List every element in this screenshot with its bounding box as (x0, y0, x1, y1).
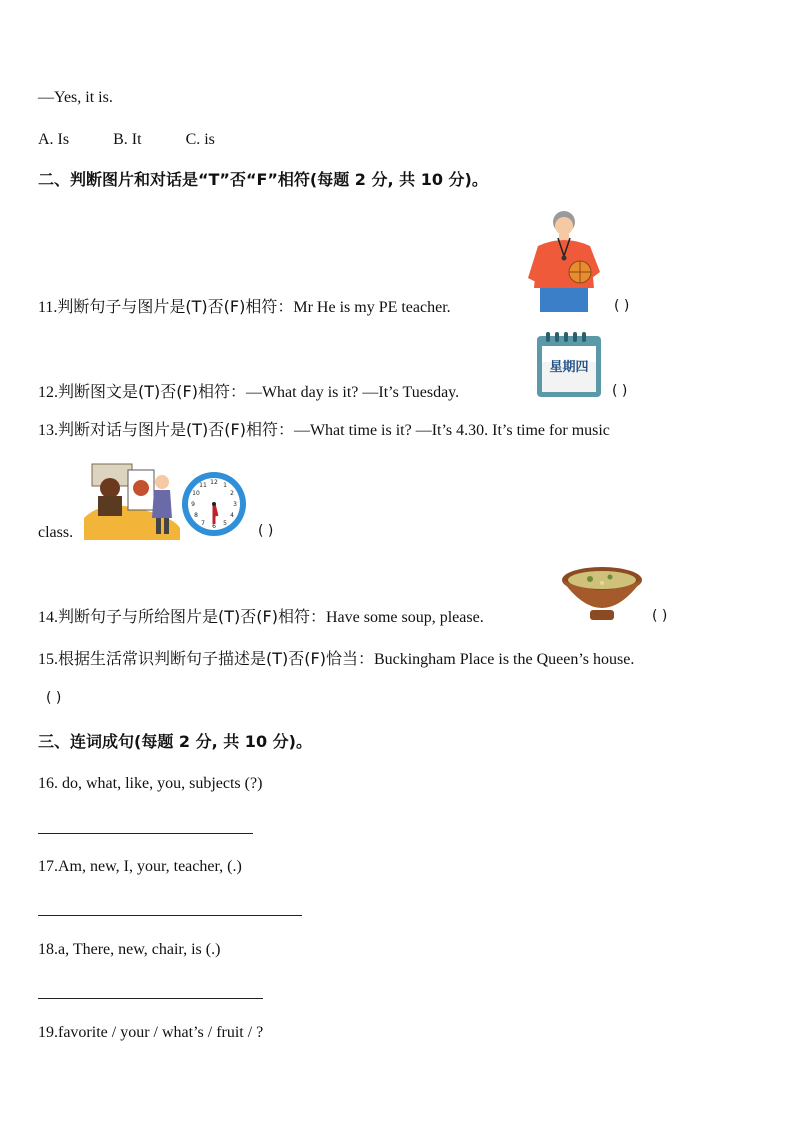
options-row (38, 130, 255, 150)
svg-text:5: 5 (223, 520, 227, 527)
question-17: 17.Am, new, I, your, teacher, (.) (38, 858, 242, 875)
answer-paren-15[interactable]: ( ) (46, 690, 62, 706)
option-c[interactable]: C. is (185, 131, 215, 148)
svg-text:11: 11 (199, 482, 207, 489)
question-12: 12.判断图文是(T)否(F)相符：—What day is it? —It’s Tuesday. (38, 382, 460, 401)
soup-bowl-picture (560, 564, 644, 629)
svg-text:3: 3 (233, 501, 237, 508)
svg-text:7: 7 (201, 520, 205, 527)
question-11: 11.判断句子与图片是(T)否(F)相符：Mr He is my PE teacher. (38, 297, 451, 316)
svg-text:1: 1 (223, 482, 227, 489)
question-15: 15.根据生活常识判断句子描述是(T)否(F)恰当：Buckingham Place is the Queen’s house. (38, 649, 635, 668)
pe-teacher-picture (524, 208, 604, 319)
svg-text:4: 4 (230, 512, 234, 519)
svg-text:9: 9 (191, 501, 195, 508)
clock-picture (180, 470, 248, 543)
question-13-cont: class. (38, 524, 74, 541)
section3-heading: 三、连词成句(每题 2 分, 共 10 分)。 (38, 732, 312, 751)
question-19: 19.favorite / your / what’s / fruit / ? (38, 1024, 264, 1041)
answer-line-16[interactable] (38, 833, 253, 834)
answer-line: —Yes, it is. (38, 89, 113, 106)
question-18: 18.a, There, new, chair, is (.) (38, 941, 221, 958)
section2-heading: 二、判断图片和对话是“T”否“F”相符(每题 2 分, 共 10 分)。 (38, 170, 488, 189)
svg-text:6: 6 (212, 523, 216, 530)
question-14: 14.判断句子与所给图片是(T)否(F)相符：Have some soup, please. (38, 607, 484, 626)
svg-text:8: 8 (194, 512, 198, 519)
svg-text:10: 10 (192, 490, 200, 497)
svg-text:2: 2 (230, 490, 234, 497)
answer-line-17[interactable] (38, 915, 302, 916)
calendar-label: 星期四 (549, 360, 589, 375)
question-13: 13.判断对话与图片是(T)否(F)相符：—What time is it? —It’s 4.30. It’s time for music (38, 420, 610, 439)
answer-paren-14[interactable]: ( ) (652, 608, 668, 624)
calendar-picture (536, 332, 602, 403)
answer-paren-13[interactable]: ( ) (258, 523, 274, 539)
answer-line-18[interactable] (38, 998, 263, 999)
answer-paren-11[interactable]: ( ) (614, 298, 630, 314)
option-a[interactable]: A. Is (38, 131, 70, 148)
option-b[interactable]: B. It (113, 131, 142, 148)
answer-paren-12[interactable]: ( ) (612, 383, 628, 399)
music-class-picture (84, 458, 180, 545)
svg-text:12: 12 (210, 479, 218, 486)
question-16: 16. do, what, like, you, subjects (?) (38, 775, 263, 792)
